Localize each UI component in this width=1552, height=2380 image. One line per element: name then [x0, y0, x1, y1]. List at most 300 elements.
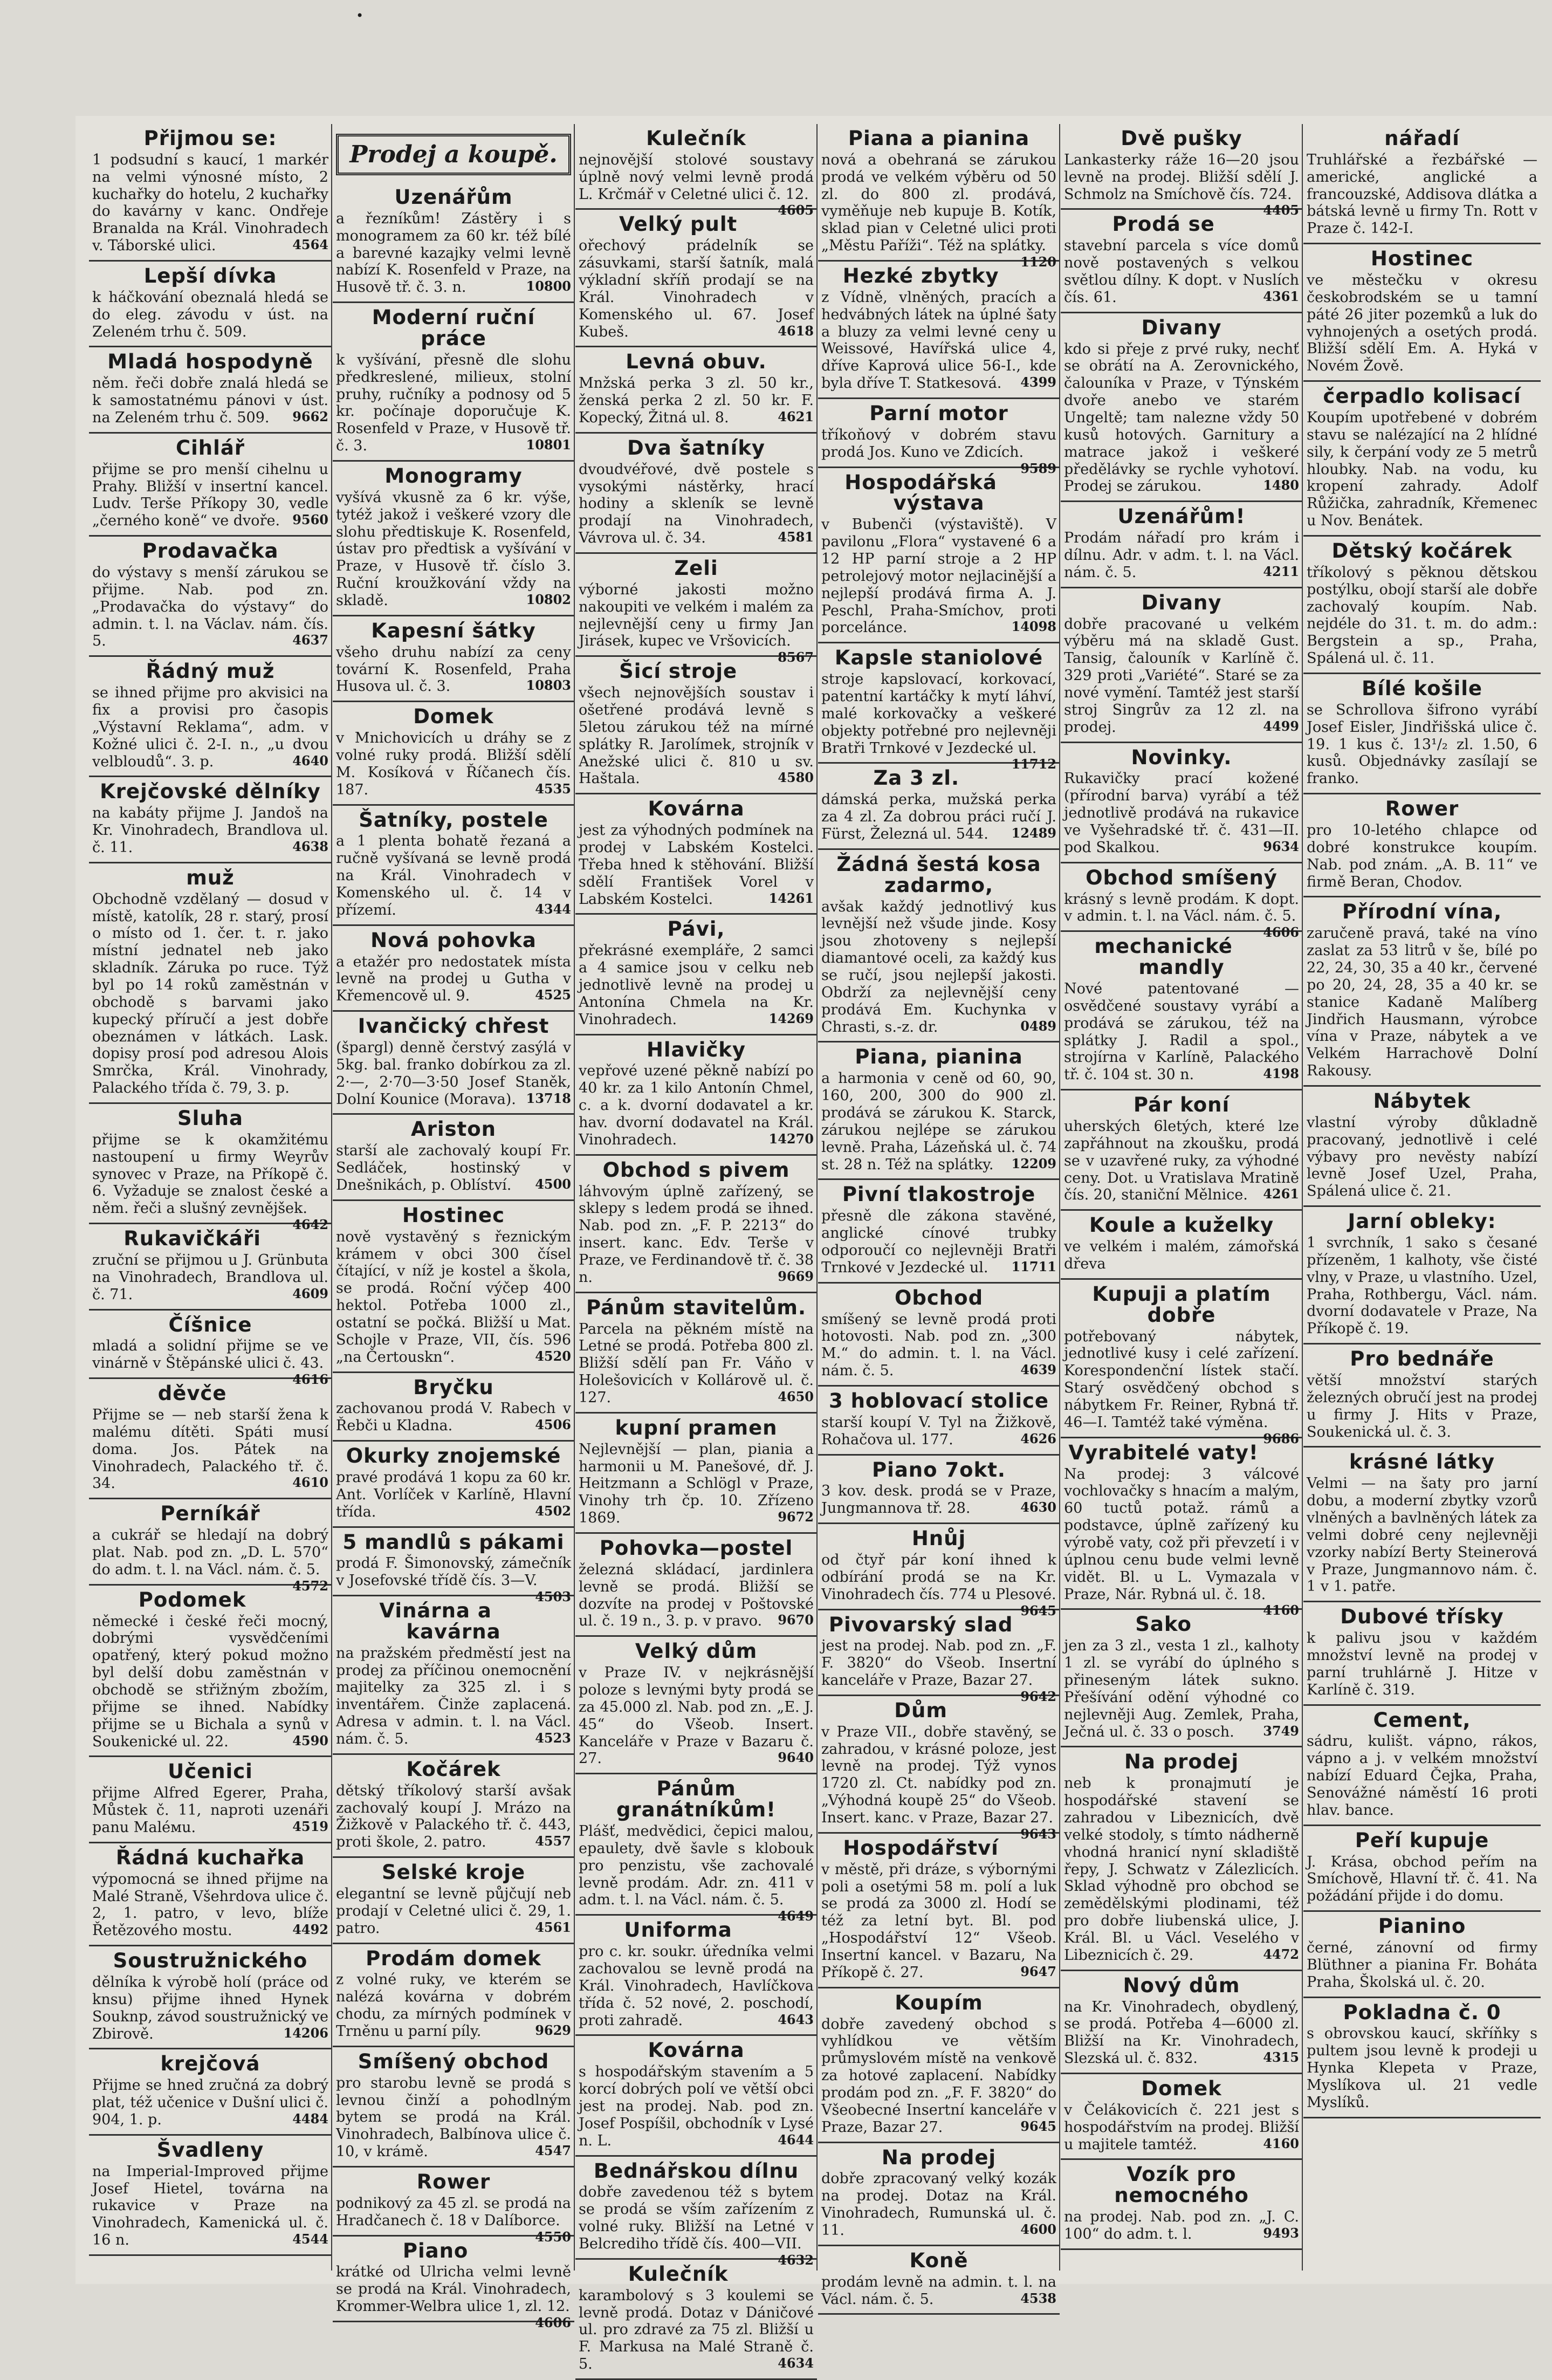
ad-heading: Na prodej [1124, 1750, 1239, 1774]
ad-heading: Pohovka—postel [599, 1536, 793, 1560]
ad-reference-number: 4638 [292, 838, 328, 854]
ad-heading: Perníkář [160, 1502, 260, 1526]
ad-text: 1 podsudní s kaucí, 1 markér na velmi výnosné místo, 2 kuchařky do hotelu, 2 kuchařky do kavárny v kanc. Ondřeje Branalda na Král. Vinohradech v. Táborské ulici. [92, 151, 328, 255]
classified-ad [818, 2143, 1060, 2246]
ad-body [336, 1469, 571, 1521]
ad-heading: Piana a pianina [848, 127, 1030, 150]
classified-ad [818, 1834, 1060, 1988]
ad-text: kdo si přeje z prvé ruky, nechť se obrátí na A. Zerovnického, čalouníka v Praze, v Týnském dvoře anebo ve starém Ungeltě; tam nalezne vždy 50 kusů hotových. Garnitury a matrace jakož i veškeré předělávky se rychle vyhotoví. Prodej se zárukou. [1064, 340, 1299, 495]
ad-text: elegantní se levně půjčují neb prodají v Celetné ulici č. 29, 1. patro. [336, 1885, 571, 1937]
ad-heading: Rukavičkáři [123, 1227, 261, 1251]
ad-body [92, 1613, 328, 1751]
ad-body [92, 1252, 328, 1304]
ad-text: v Praze VII., dobře stavěný, se zahradou, v krásné poloze, jest levně na prodej. Týž vynos 1720 zl. Ct. nabídky pod zn. „Výhodná koupě 25“ do Všeob. Insert. kanc. v Praze, Bazar 27. [821, 1723, 1056, 1827]
ad-text: vlastní výroby důkladně pracovaný, jednotlivě i celé výbavy pro nevěsty nabízí levně Josef Uzel, Praha, Spálená ulice č. 21. [1307, 1114, 1537, 1200]
ad-reference-number: 3749 [1263, 1723, 1299, 1739]
column-rule [816, 124, 818, 2271]
classified-ad [89, 1311, 332, 1388]
ad-text: Přijme se — neb starší žena k malému dítěti. Spáti musí doma. Jos. Pátek na Vinohradech, Palackého tř. č. 34. [92, 1406, 328, 1492]
ad-heading: Novinky. [1131, 745, 1232, 769]
ad-reference-number: 4520 [535, 1348, 571, 1364]
classified-ad [1061, 1211, 1302, 1280]
ad-heading: Koupím [895, 1991, 983, 2014]
ad-text: s hospodářským stavením a 5 korcí dobrých polí ve větší obci jest na prodej. Nab. pod zn. Josef Pospíšil, obchodník v Lysé n. L. [579, 2063, 814, 2149]
ad-text: Truhlářské a řezbářské — americké, anglické a francouzské, Addisova dlátka a bátská levně u firmy Tn. Rott v Praze č. 142-I. [1307, 151, 1537, 237]
ad-body [92, 152, 328, 255]
ad-heading: Mladá hospodyně [107, 350, 313, 374]
ad-heading: Sluha [177, 1106, 243, 1130]
ad-heading: Peří kupuje [1355, 1828, 1489, 1852]
classified-ad [818, 1696, 1060, 1842]
ad-heading: Prodá se [1112, 212, 1215, 236]
classified-ad [1303, 382, 1541, 537]
ad-reference-number: 9670 [778, 1612, 814, 1628]
ad-text: neb k pronajmutí je hospodářské stavení se zahradou v Libeznicích, dvě velké stodoly, s tímto nádherně vhodná hranicí nyní skladiště řepy, J. Schwatz v Zálezlicích. Sklad výhodně pro obchod se zemědělskými plodinami, též pro dobře liubenská ulice, J. Král. Bl. u Václ. Veselého v Libeznicích č. 29. [1064, 1775, 1299, 1964]
classified-ad [1303, 1602, 1541, 1705]
classified-ad [818, 1988, 1060, 2143]
ad-reference-number: 14269 [768, 1010, 814, 1026]
ad-body [1064, 1465, 1299, 1618]
column-rule [331, 124, 332, 2271]
classified-ad [1061, 124, 1302, 218]
ad-body [92, 1527, 328, 1594]
ad-body [579, 2287, 814, 2373]
ad-reference-number: 4609 [292, 1285, 328, 1301]
classified-ad [333, 1944, 574, 2047]
ad-heading: Cement, [1373, 1708, 1471, 1732]
ad-reference-number: 4550 [535, 2228, 571, 2245]
ad-heading: 5 mandlů s pákami [342, 1530, 565, 1554]
classified-ad [89, 1843, 332, 1946]
ad-heading: Moderní ruční práce [372, 306, 535, 350]
ad-heading: muž [186, 866, 235, 889]
classified-ad [1061, 502, 1302, 588]
ad-reference-number: 4637 [292, 632, 328, 648]
ad-heading: Kapsle staniolové [834, 646, 1043, 670]
ad-body [579, 2184, 814, 2268]
classified-ad [575, 1534, 817, 1637]
ad-reference-number: 4502 [535, 1503, 571, 1519]
classified-ad [1061, 2074, 1302, 2160]
ad-reference-number: 4650 [778, 1388, 814, 1404]
ad-heading: Řádná kuchařka [115, 1846, 305, 1869]
classified-ad [89, 863, 332, 1104]
ad-reference-number: 13718 [526, 1090, 571, 1106]
ad-heading: 3 hoblovací stolice [828, 1389, 1049, 1412]
ad-body [579, 1943, 814, 2029]
ad-body [336, 2075, 571, 2160]
classified-ad [818, 1456, 1060, 1525]
classified-ad [333, 702, 574, 805]
ad-body [1307, 1939, 1537, 1991]
ad-heading: Kupuji a platím dobře [1092, 1282, 1271, 1327]
ad-text: stroje kapslovací, korkovací, patentní kartáčky k mytí láhví, malé korkovačky a veškeré objekty potřebné pro nejlevněji Bratři Trnkové v Jezdecké ul. [821, 671, 1056, 757]
classified-ad [1303, 794, 1541, 897]
ad-heading: kupní pramen [615, 1416, 778, 1439]
ad-reference-number: 4639 [1020, 1362, 1056, 1378]
classified-ad [1303, 244, 1541, 382]
ad-body [1307, 272, 1537, 375]
column-rule [1059, 124, 1060, 2271]
classified-ad [89, 1379, 332, 1499]
ad-heading: nářadí [1384, 127, 1460, 150]
classified-ad [1061, 743, 1302, 863]
classified-ad [89, 537, 332, 657]
ad-body [336, 2264, 571, 2331]
ad-text: smíšený se levně prodá proti hotovosti. Nab. pod zn. „300 M.“ do admin. t. l. na Václ. nám. č. 5. [821, 1311, 1056, 1380]
ad-heading: Koule a kuželky [1089, 1213, 1274, 1237]
ad-body [821, 2016, 1056, 2136]
ad-text: všech nejnovějších soustav i ošetřené prodává levně s 5letou zárukou též na mírné splátky R. Jarolímek, strojník v Anežské ulici č. 810 u sv. Haštala. [579, 684, 814, 787]
ad-heading: Uzenářům [394, 186, 513, 209]
classified-ad [89, 777, 332, 863]
classified-ad [1061, 932, 1302, 1090]
ad-reference-number: 12209 [1011, 1155, 1056, 1171]
ad-text: dělníka k výrobě holí (práce od knsu) přijme ihned Hynek Souknp, závod soustružnický ve Zbirově. [92, 1973, 328, 2042]
ad-text: na Imperial-Improved přijme Josef Hietel, továrna na rukavice v Praze na Vinohradech, Kamenická ul. č. 16 n. [92, 2163, 328, 2249]
ad-text: se Schrollova šifrono vyrábí Josef Eisler, Jindřišská ulice č. 19. 1 kus č. 13¹/₂ zl. 1.50, 6 kusů. Objednávky zasílají se franko. [1307, 701, 1537, 787]
classified-ad [818, 468, 1060, 644]
ad-reference-number: 4547 [535, 2143, 571, 2159]
ad-text: přijme se pro menší cihelnu u Prahy. Bližší v insertní kancel. Ludv. Terše Příkopy 30, vedle „černého koně“ ve dvoře. [92, 461, 328, 530]
classified-ad [89, 347, 332, 433]
classified-ad [333, 616, 574, 702]
ad-heading: Domek [1141, 2076, 1222, 2100]
ad-heading: Prodavačka [142, 539, 279, 563]
ad-body [579, 1062, 814, 1148]
classified-ad [1061, 1280, 1302, 1446]
ad-text: výborné jakosti možno nakoupiti ve velkém i malém za nejlevnější ceny u firmy Jan Jirásek, kupec ve Vršovicích. [579, 581, 814, 650]
ad-reference-number: 9642 [1020, 1688, 1056, 1704]
ad-heading: Bednářskou dílnu [593, 2159, 799, 2183]
ad-heading: Na prodej [881, 2145, 997, 2169]
ad-body [1064, 1775, 1299, 1964]
ad-reference-number: 4500 [535, 1176, 571, 1192]
ad-body [336, 2194, 571, 2245]
classified-ad [575, 1637, 817, 1774]
ad-text: v Bubenči (výstaviště). V pavilonu „Flora“ vystavené 6 a 12 HP parní stroje a 2 HP petrolejový motor nejlacinější a nejlepší prodává firma A. J. Peschl, Praha-Smíchov, proti porcelánce. [821, 516, 1056, 636]
ad-body [336, 1782, 571, 1851]
ad-heading: Nová pohovka [370, 928, 537, 952]
ad-text: krásný s levně prodám. K dopt. v admin. t. l. na Václ. nám. č. 5. [1064, 890, 1299, 925]
ad-text: jest za výhodných podmínek na prodej v Labském Kostelci. Třeba hned k stěhování. Bližší sdělí František Vorel v Labském Kostelci. [579, 822, 814, 908]
classified-ad [1061, 1438, 1302, 1618]
ad-heading: Nový dům [1123, 1973, 1240, 1997]
ad-body [821, 1723, 1056, 1842]
ad-reference-number: 9560 [292, 512, 328, 528]
ad-heading: děvče [157, 1382, 227, 1405]
ad-text: 3 kov. desk. prodá se v Praze, Jungmannova tř. 28. [821, 1483, 1056, 1517]
ad-heading: Uzenářům! [1117, 505, 1246, 529]
ad-reference-number: 4492 [292, 1922, 328, 1938]
ad-heading: Rower [1385, 797, 1459, 821]
ad-reference-number: 9640 [778, 1750, 814, 1766]
ad-text: dámská perka, mužská perka za 4 zl. Za dobrou práci ručí J. Fürst, Železná ul. 544. [821, 791, 1056, 842]
ad-body [821, 1414, 1056, 1449]
ad-body [1307, 925, 1537, 1080]
ad-text: stavební parcela s více domů nově postavených s velkou světlou dílny. K dopt. v Nuslích čís. 61. [1064, 237, 1299, 306]
ad-heading: Domek [413, 705, 494, 729]
ad-body [821, 1070, 1056, 1173]
ad-body [579, 151, 814, 218]
ad-heading: Přijmou se: [143, 127, 277, 150]
ad-reference-number: 9669 [778, 1268, 814, 1284]
ad-text: Plášť, medvědici, čepici malou, epaulety, dvě šavle s klobouk pro penzistu, vše zachovalé levně prodám. Adr. zn. 411 v adm. t. l. na Václ. nám. č. 5. [579, 1822, 814, 1909]
ad-body [92, 1338, 328, 1388]
ad-body [92, 461, 328, 530]
ad-heading: Kočárek [406, 1757, 501, 1781]
classified-ad [575, 124, 817, 218]
classified-ad [818, 1284, 1060, 1387]
classified-ad [333, 1373, 574, 1442]
classified-ad [1061, 2160, 1302, 2249]
ad-body [1307, 2025, 1537, 2111]
classified-ad [575, 2260, 817, 2380]
classified-ad [89, 434, 332, 537]
classified-ad [575, 1414, 817, 1534]
ad-text: ve městečku v okresu českobrodském se u tamní páté 26 jiter pozemků a luk do vyhnojených a osetých prodá. Bližší sdělí Em. A. Hyká v Novém Žově. [1307, 271, 1537, 375]
ad-body [821, 2170, 1056, 2239]
ad-heading: Okurky znojemské [346, 1444, 561, 1468]
ad-text: prodám levně na admin. t. l. na Václ. nám. č. 5. [821, 2273, 1056, 2308]
ad-heading: Piano [402, 2239, 469, 2262]
ad-body [821, 1551, 1056, 1618]
ad-text: ořechový prádelník se zásuvkami, starší šatník, malá výkladní skříň prodají se na Král. Vinohradech v Komenského ul. 67. Josef Kubeš. [579, 237, 814, 340]
ad-body [579, 1441, 814, 1527]
ad-heading: Soustružnického [113, 1949, 308, 1973]
ad-reference-number: 14206 [283, 2025, 328, 2041]
ad-reference-number: 4643 [778, 2011, 814, 2027]
ad-heading: mechanické mandly [1094, 935, 1233, 979]
ad-body [1064, 1637, 1299, 1740]
ad-text: pro starobu levně se prodá s levnou činží a pohodlným bytem se prodá na Král. Vinohradech, Balbínova ulice č. 10, v krámě. [336, 2074, 571, 2160]
ad-text: ve velkém i malém, zámořská dřeva [1064, 1238, 1299, 1272]
ad-reference-number: 4261 [1263, 1186, 1299, 1202]
ad-body [1307, 564, 1537, 667]
ad-text: na kabáty přijme J. Jandoš na Kr. Vinohradech, Brandlova ul. č. 11. [92, 805, 328, 856]
ad-reference-number: 4519 [292, 1818, 328, 1834]
ad-text: zruční se přijmou u J. Grünbuta na Vinohradech, Brandlova ul. č. 71. [92, 1251, 328, 1303]
ad-reference-number: 9672 [778, 1509, 814, 1525]
classified-ad [1061, 313, 1302, 503]
classified-ad [1061, 863, 1302, 941]
classified-ad [333, 1528, 574, 1605]
ad-heading: Přírodní vína, [1342, 900, 1502, 924]
ad-text: Parcela na pěkném místě na Letné se prodá. Potřeba 800 zl. Bližší sdělí pan Fr. Váňo v Holešovicích v Kollárově ul. č. 127. [579, 1320, 814, 1406]
ad-text: karambolový s 3 koulemi se levně prodá. Dotaz v Dáničové ul. pro zdravé za 75 zl. Bližší u F. Markusa na Malé Straně č. 5. [579, 2287, 814, 2373]
classified-ad [575, 1156, 817, 1293]
ad-text: přesně dle zákona stavěné, anglické cínové trubky odporoučí co nejlevněji Bratři Trnkové v Jezdecké ul. [821, 1208, 1056, 1276]
classified-ad [575, 210, 817, 347]
ad-text: Nové patentované — osvědčené soustavy vyrábí a prodává se zárukou, též na splátky J. Radil a spol., strojírna v Karlíně, Palackého tř. č. 104 st. 30 n. [1064, 980, 1299, 1083]
classified-ad [818, 1180, 1060, 1283]
ad-heading: Jarní obleky: [1348, 1210, 1496, 1233]
ad-heading: Hlavičky [646, 1038, 746, 1061]
ad-heading: Nábytek [1373, 1089, 1471, 1113]
ad-text: 1 svrchník, 1 sako s česané přízeněm, 1 kalhoty, vše čisté vlny, v Praze, u vlastního. Uzel, Praha, Rothbergu, Václ. nám. dvorní dodavatele v Praze, Na Příkopě č. 19. [1307, 1234, 1537, 1338]
ad-text: pravé prodává 1 kopu za 60 kr. Ant. Vorlíček v Karlíně, Hlavní třída. [336, 1469, 571, 1520]
classified-ad [89, 1499, 332, 1594]
ad-reference-number: 9662 [292, 408, 328, 424]
ad-reference-number: 4405 [1263, 202, 1299, 218]
ad-body [1307, 1630, 1537, 1698]
classified-ad [333, 2047, 574, 2168]
ad-reference-number: 1480 [1263, 477, 1299, 493]
column-2 [333, 124, 574, 2331]
ad-reference-number: 4535 [535, 780, 571, 797]
ad-body [92, 2077, 328, 2129]
ad-text: od čtyř pár koní ihned k odbírání prodá se na Kr. Vinohradech čís. 774 u Plesové. [821, 1551, 1056, 1603]
classified-ad [1061, 210, 1302, 313]
ad-reference-number: 4160 [1263, 1602, 1299, 1618]
classified-ad [1303, 1207, 1541, 1345]
ad-reference-number: 4399 [1020, 374, 1056, 390]
ad-text: k vyšívání, přesně dle slohu předkreslené, milieux, stolní pruhy, ručníky a podnosy od 5 kr. počínaje doporučuje K. Rosenfeld v Praze, v Husově tř. č. 3. [336, 351, 571, 455]
ad-text: a etažér pro nedostatek místa levně na prodej u Gutha v Křemencově ul. 9. [336, 953, 571, 1005]
classified-ad [575, 1035, 817, 1156]
ad-heading: Uniforma [624, 1918, 732, 1942]
ad-heading: Hostinec [402, 1203, 505, 1227]
classified-ad [575, 434, 817, 554]
ad-text: zachovanou prodá V. Rabech v Řebči u Kladna. [336, 1400, 571, 1435]
classified-ad [1303, 1345, 1541, 1448]
ad-reference-number: 4561 [535, 1919, 571, 1935]
ad-text: výpomocná se ihned přijme na Malé Straně, Všehrdova ulice č. 2, 1. patro, v levo, blíže Řetězového mostu. [92, 1870, 328, 1939]
ad-text: mladá a solidní přijme se ve vinárně v Štěpánské ulici č. 43. [92, 1338, 328, 1372]
column-1 [89, 124, 332, 2276]
ad-reference-number: 0489 [1020, 1018, 1056, 1034]
ad-text: větší množství starých železných obručí jest na prodej u firmy J. Hits v Praze, Soukenická ul. č. 3. [1307, 1371, 1537, 1441]
ad-body [579, 942, 814, 1028]
ad-heading: Ariston [410, 1117, 497, 1141]
ad-body [579, 375, 814, 427]
classified-ad [333, 2168, 574, 2245]
ad-heading: Selské kroje [381, 1861, 526, 1884]
ad-body [92, 2163, 328, 2249]
ad-body [821, 426, 1056, 476]
ad-reference-number: 4606 [535, 2315, 571, 2331]
ad-body [336, 1229, 571, 1366]
ad-body [336, 833, 571, 918]
classified-ad [1061, 1971, 1302, 2074]
classified-ad [333, 1201, 574, 1373]
ad-reference-number: 4525 [535, 987, 571, 1003]
classified-ad [818, 399, 1060, 476]
ad-body [1064, 770, 1299, 856]
classified-ad [575, 1293, 817, 1414]
classified-ad [818, 1042, 1060, 1180]
ad-heading: Dubové třísky [1340, 1605, 1504, 1629]
classified-ad [89, 262, 332, 347]
ad-heading: Hostinec [1370, 247, 1474, 271]
ad-text: nově vystavěný s řeznickým krámem v obci 300 čísel čítající, v níž je kostel a škola, se prodá. Roční výčep 400 hektol. Potřeba 1000 zl., ostatní se počká. Bližší u Mat. Schojle v Praze, VII, čís. 596 „na Čertouskn“. [336, 1228, 571, 1366]
ad-text: J. Krása, obchod peřím na Smíchově, Hlavní tř. č. 41. Na požádání přijde i do domu. [1307, 1853, 1537, 1905]
ad-reference-number: 10803 [526, 677, 571, 694]
ad-text: Lankasterky ráže 16—20 jsou levně na prodej. Bližší sdělí J. Schmolz na Smíchově čís. 724. [1064, 151, 1299, 203]
ad-reference-number: 9645 [1020, 2118, 1056, 2134]
ad-body [1064, 2102, 1299, 2153]
classified-ad [89, 1757, 332, 1843]
ad-text: v Mnichovicích u dráhy se z volné ruky prodá. Bližší sdělí M. Kosíková v Říčanech čís. 187. [336, 730, 571, 798]
ad-body [336, 489, 571, 609]
ad-reference-number: 4610 [292, 1474, 328, 1491]
ad-text: Obchodně vzdělaný — dosud v místě, katolík, 28 r. starý, prosí o místo od 1. čer. t. r. jako místní jednatel neb jako skladník. Záruka po ruce. Týž byl po 14 roků zaměstnán v obchodě s barvami jako kupecký příručí a jest dobře obeznámen v látkách. Lask. dopisy prosí pod adresou Alois Smrčka, Král. Vinohrady, Palackého třída č. 79, 3. p. [92, 890, 328, 1097]
ad-text: v městě, při dráze, s výbornými poli a osetými 58 m. polí a luk se prodá za 3000 zl. Hodí se též za letní byt. Bl. pod „Hospodářství 12“ Všeob. Insertní kancel. v Bazaru, Na Příkopě č. 27. [821, 1861, 1056, 1981]
ad-text: pro c. kr. soukr. úředníka velmi zachovalou se levně prodá na Král. Vinohradech, Havlíčkova třída č. 52 nové, 2. poschodí, proti zahradě. [579, 1943, 814, 2029]
classified-ad [89, 2049, 332, 2135]
ad-reference-number: 4581 [778, 529, 814, 545]
ad-heading: Kovárna [648, 797, 745, 821]
ad-reference-number: 9643 [1020, 1826, 1056, 1842]
ad-heading: Vinárna a kavárna [379, 1599, 501, 1643]
ad-heading: Velký pult [619, 212, 738, 236]
classified-ad [1303, 537, 1541, 674]
classified-ad [818, 643, 1060, 772]
ad-heading: Kulečník [646, 127, 746, 150]
ad-heading: Podomek [138, 1588, 246, 1611]
classified-ad [575, 2036, 817, 2156]
ad-text: Velmi — na šaty pro jarní dobu, a moderní zbytky vzorů vlněných a bavlněných látek za velmi dobré ceny nejlevněji vzorky nabízí Berty Steinerová v Praze, Jungmannovo nám. č. 1 v 1. patře. [1307, 1475, 1537, 1595]
classified-ad [333, 462, 574, 616]
classified-ad [89, 1224, 332, 1310]
ad-body [1064, 1999, 1299, 2067]
ad-body [579, 1321, 814, 1407]
ad-text: tříkoňový v dobrém stavu prodá Jos. Kuno ve Zdicích. [821, 426, 1056, 461]
ad-text: k palivu jsou v každém množství levně na prodej v parní truhlárně J. Hitze v Karlíně č. 319. [1307, 1630, 1537, 1698]
ad-body [821, 791, 1056, 843]
ad-reference-number: 10802 [526, 591, 571, 607]
ad-text: přijme se k okamžitému nastoupení u firmy Weyrův synovec v Praze, na Příkopě č. 6. Vyžaduje se znalost české a něm. řeči a slušný zevnějšek. [92, 1131, 328, 1217]
ad-reference-number: 9686 [1263, 1430, 1299, 1446]
ad-heading: krásné látky [1349, 1450, 1495, 1474]
ad-text: (špargl) denně čerstvý zasýlá v 5kg. bal. franko dobírkou za zl. 2·—, 2·70—3·50 Josef Staněk, Dolní Kounice (Morava). [336, 1039, 571, 1108]
ad-reference-number: 4580 [778, 770, 814, 786]
classified-ad [575, 657, 817, 794]
ad-reference-number: 1120 [1020, 254, 1056, 270]
ad-text: dětský tříkolový starší avšak zachovalý koupí J. Mrázo na Žižkově v Palackého tř. č. 443, proti škole, 2. patro. [336, 1782, 571, 1851]
ad-body [821, 1208, 1056, 1276]
ad-text: pro 10-letého chlapce od dobré konstrukce koupím. Nab. pod znám. „A. B. 11“ ve firmě Beran, Chodov. [1307, 821, 1537, 890]
ad-body [1307, 1372, 1537, 1441]
column-rule [574, 124, 575, 2271]
classified-ad [333, 1442, 574, 1527]
classified-ad [818, 1524, 1060, 1618]
ad-text: Koupím upotřebené v dobrém stavu se nalézající na 2 hlídné sily, k čerpání vody ze 5 metrů hloubky. Nab. na vodu, ku kropení zahrady. Adolf Růžička, zahradník, Křemenec u Nov. Benátek. [1307, 409, 1537, 530]
ad-heading: Dva šatníky [627, 436, 766, 459]
classified-ad [1061, 1747, 1302, 1971]
ad-body [336, 1645, 571, 1748]
column-5 [1061, 124, 1302, 2276]
ad-body [1307, 1114, 1537, 1200]
ad-text: dobře zpracovaný velký kozák na prodej. Dotaz na Král. Vinohradech, Rumunská ul. č. 11. [821, 2170, 1056, 2239]
ad-heading: Vyrabitelé vaty! [1068, 1441, 1259, 1464]
ad-heading: Pivovarský slad [828, 1613, 1013, 1636]
column-rule [1302, 124, 1303, 2271]
ad-text: prodá F. Šimonovský, zámečník v Josefovské třídě čís. 3—V. [336, 1555, 571, 1589]
ad-heading: Hezké zbytky [842, 264, 999, 287]
ad-text: přijme Alfred Egerer, Praha, Můstek č. 11, naproti uzenáři panu Maléмu. [92, 1785, 328, 1836]
ad-text: překrásné exempláře, 2 samci a 4 samice jsou v celku neb jednotlivě levně na prodej u Antonína Chmela na Kr. Vinohradech. [579, 942, 814, 1028]
ad-reference-number: 4499 [1263, 718, 1299, 734]
ad-heading: Dětský kočárek [1331, 539, 1513, 563]
ad-heading: Prodám domek [366, 1946, 541, 1970]
ad-text: Rukavičky prací kožené (přírodní barva) vyrábí a též jednotlivě prodává na rukavice ve Vyšehradské tř. č. 431—II. pod Skalkou. [1064, 770, 1299, 856]
ad-body [336, 352, 571, 455]
ad-reference-number: 4361 [1263, 288, 1299, 304]
ad-reference-number: 9634 [1263, 838, 1299, 854]
ad-body [336, 1142, 571, 1194]
ad-body [1064, 1328, 1299, 1446]
